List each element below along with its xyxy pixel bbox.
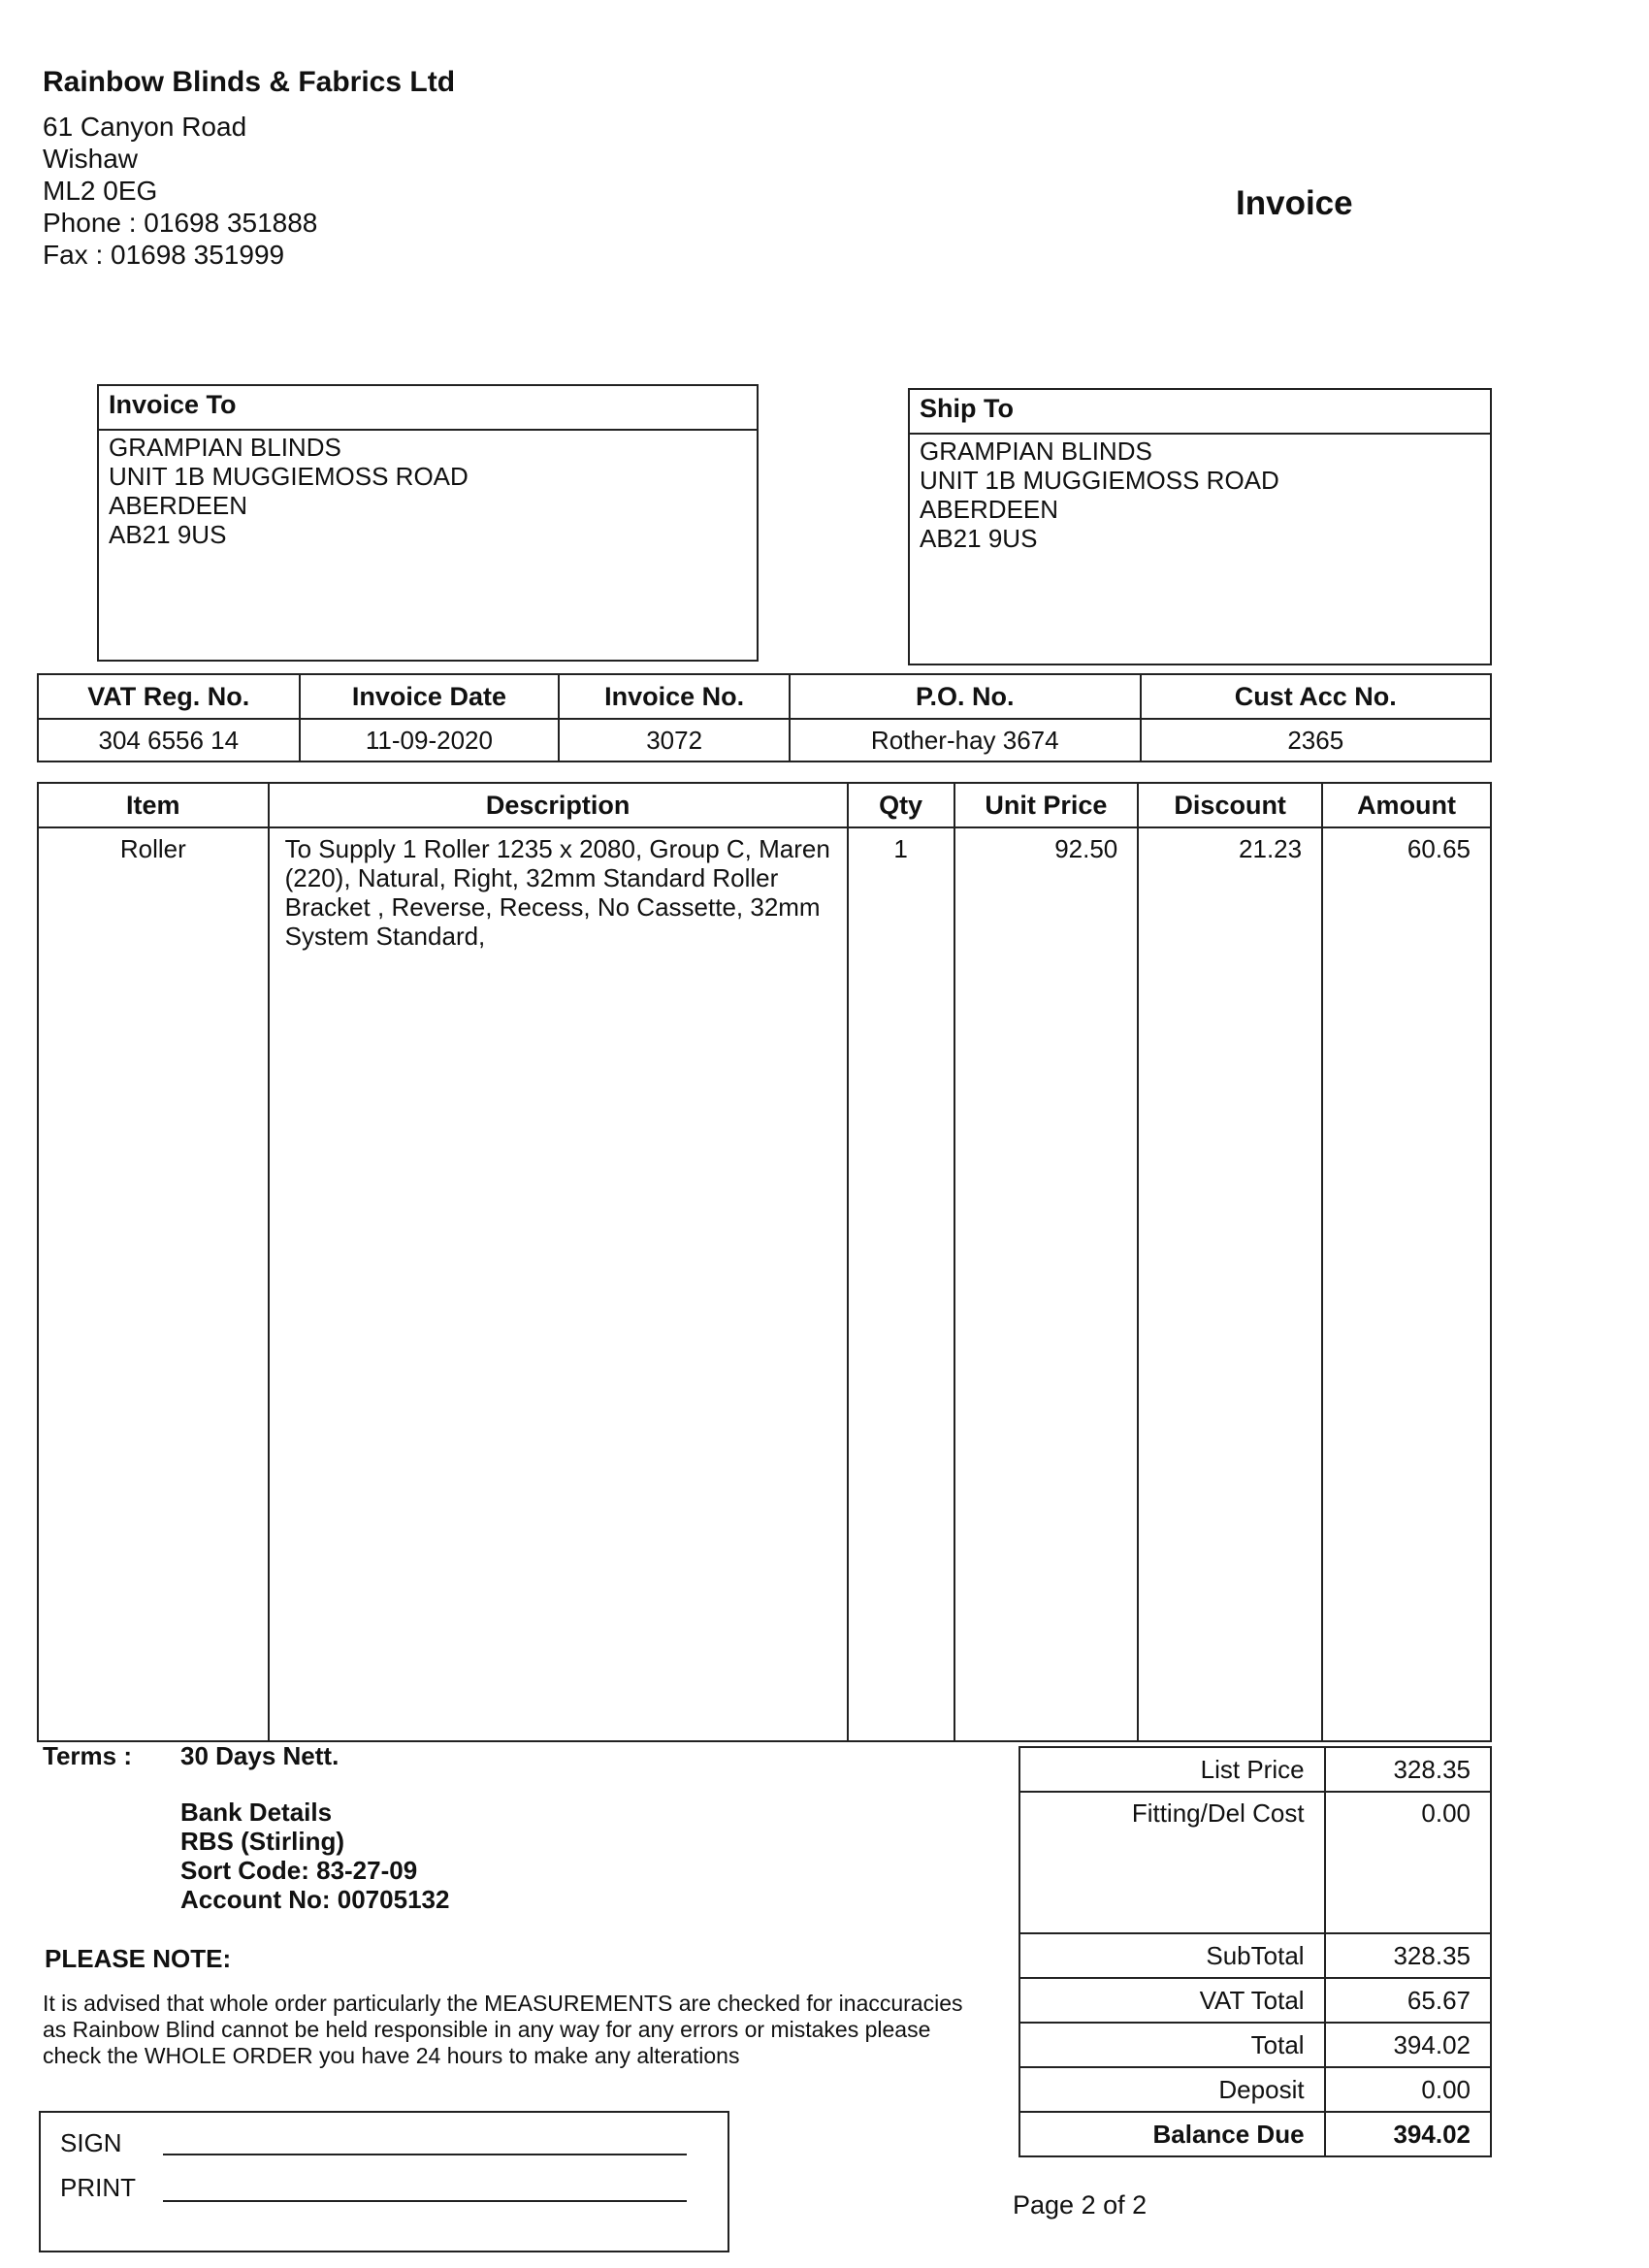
item-unit-price: 92.50 <box>954 827 1139 1741</box>
company-address-line: 61 Canyon Road <box>43 112 247 142</box>
invoice-date-header: Invoice Date <box>300 674 560 719</box>
balance-due-value: 394.02 <box>1325 2112 1491 2156</box>
company-address-line: ML2 0EG <box>43 176 158 206</box>
vat-reg-value: 304 6556 14 <box>38 719 300 761</box>
unit-price-header: Unit Price <box>954 783 1139 827</box>
item-discount: 21.23 <box>1138 827 1322 1741</box>
ship-to-line: GRAMPIAN BLINDS <box>920 437 1152 466</box>
cust-acc-value: 2365 <box>1141 719 1491 761</box>
company-address-line: Wishaw <box>43 144 139 174</box>
ship-to-line: UNIT 1B MUGGIEMOSS ROAD <box>920 466 1279 495</box>
qty-header: Qty <box>848 783 954 827</box>
invoice-to-address <box>99 431 757 551</box>
page-sep: of <box>1103 2190 1125 2219</box>
invoice-to-box <box>97 384 759 662</box>
line-items-table <box>37 782 1492 1742</box>
ship-to-label: Ship To <box>910 390 1490 435</box>
company-name: Rainbow Blinds & Fabrics Ltd <box>43 66 456 98</box>
amount-header: Amount <box>1322 783 1491 827</box>
discount-header: Discount <box>1138 783 1322 827</box>
item-header: Item <box>38 783 269 827</box>
page-total: 2 <box>1132 2190 1148 2219</box>
bank-account-no: Account No: 00705132 <box>180 1885 450 1914</box>
invoice-info-table <box>37 673 1492 762</box>
fitting-del-cost-value: 0.00 <box>1325 1792 1491 1933</box>
ship-to-box <box>908 388 1492 665</box>
ship-to-line: AB21 9US <box>920 524 1038 553</box>
item-amount: 60.65 <box>1322 827 1491 1741</box>
vat-reg-header: VAT Reg. No. <box>38 674 300 719</box>
invoice-no-value: 3072 <box>559 719 790 761</box>
invoice-to-line: AB21 9US <box>109 520 227 549</box>
invoice-to-line: UNIT 1B MUGGIEMOSS ROAD <box>109 462 469 491</box>
invoice-no-header: Invoice No. <box>559 674 790 719</box>
subtotal-label: SubTotal <box>1019 1933 1325 1978</box>
list-price-label: List Price <box>1019 1747 1325 1792</box>
ship-to-line: ABERDEEN <box>920 495 1059 524</box>
total-label: Total <box>1019 2023 1325 2067</box>
page-current: 2 <box>1081 2190 1096 2219</box>
invoice-to-line: ABERDEEN <box>109 491 248 520</box>
table-row <box>38 827 1491 1741</box>
po-no-header: P.O. No. <box>790 674 1141 719</box>
document-title: Invoice <box>1236 184 1353 222</box>
totals-table <box>1018 1746 1492 2157</box>
deposit-value: 0.00 <box>1325 2067 1491 2112</box>
sign-line[interactable] <box>163 2154 687 2155</box>
item-name: Roller <box>38 827 269 1741</box>
terms-label: Terms : <box>43 1741 132 1770</box>
item-qty: 1 <box>848 827 954 1741</box>
cust-acc-header: Cust Acc No. <box>1141 674 1491 719</box>
print-line[interactable] <box>163 2200 687 2202</box>
bank-name: RBS (Stirling) <box>180 1827 344 1856</box>
company-phone: Phone : 01698 351888 <box>43 208 318 238</box>
total-value: 394.02 <box>1325 2023 1491 2067</box>
signature-box <box>39 2111 729 2252</box>
po-no-value: Rother-hay 3674 <box>790 719 1141 761</box>
vat-total-value: 65.67 <box>1325 1978 1491 2023</box>
sign-label: SIGN <box>60 2128 122 2157</box>
page-prefix: Page <box>1013 2190 1075 2219</box>
deposit-label: Deposit <box>1019 2067 1325 2112</box>
vat-total-label: VAT Total <box>1019 1978 1325 2023</box>
bank-details <box>180 1798 449 1914</box>
bank-details-title: Bank Details <box>180 1798 333 1827</box>
fitting-del-cost-label: Fitting/Del Cost <box>1019 1792 1325 1933</box>
invoice-to-line: GRAMPIAN BLINDS <box>109 433 341 462</box>
list-price-value: 328.35 <box>1325 1747 1491 1792</box>
description-header: Description <box>269 783 848 827</box>
company-fax: Fax : 01698 351999 <box>43 240 285 270</box>
invoice-to-label: Invoice To <box>99 386 757 431</box>
bank-sort-code: Sort Code: 83-27-09 <box>180 1856 418 1885</box>
note-title: PLEASE NOTE: <box>45 1944 232 1973</box>
terms-value: 30 Days Nett. <box>180 1741 340 1770</box>
item-description: To Supply 1 Roller 1235 x 2080, Group C, Maren (220), Natural, Right, 32mm Standard Roller Bracket , Reverse, Recess, No Cassette, 32mm System Standard, <box>269 827 848 1741</box>
balance-due-label: Balance Due <box>1019 2112 1325 2156</box>
page-number <box>1013 2190 1147 2220</box>
print-label: PRINT <box>60 2173 136 2202</box>
ship-to-address <box>910 435 1490 555</box>
subtotal-value: 328.35 <box>1325 1933 1491 1978</box>
invoice-date-value: 11-09-2020 <box>300 719 560 761</box>
note-text: It is advised that whole order particularly the MEASUREMENTS are checked for inaccuracies as Rainbow Blind cannot be held responsible in any way for any errors or mistakes please check the WHOLE ORDER you have 24 hours to make any alterations <box>43 1991 963 2068</box>
